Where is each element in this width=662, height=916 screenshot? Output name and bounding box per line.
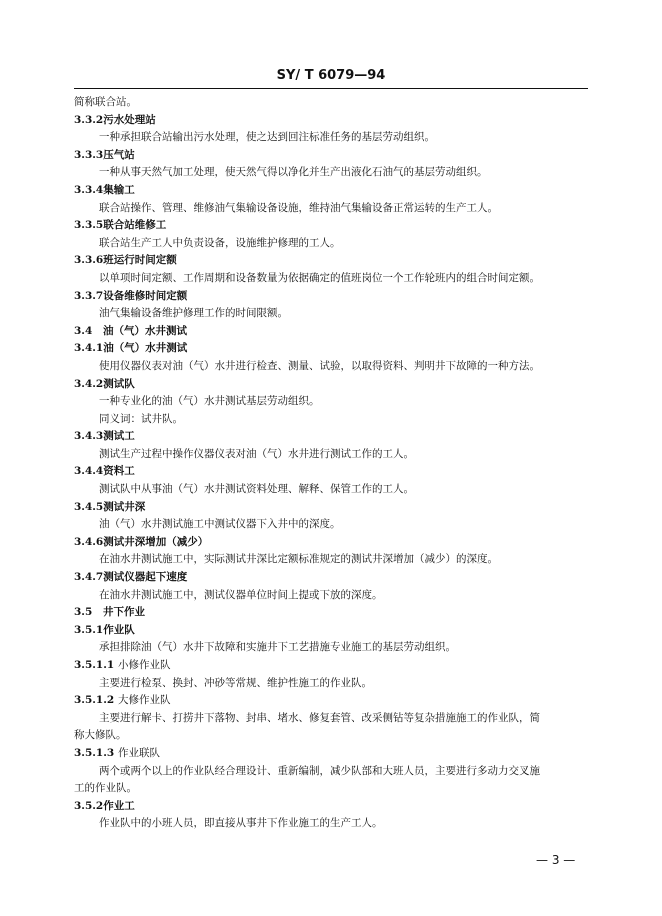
paragraph-line: 联合站生产工人中负责设备，设施维护修理的工人。	[99, 236, 341, 249]
section-number: 3.3.3	[74, 148, 104, 161]
section-title: 班运行时间定额	[103, 254, 177, 267]
section-heading	[74, 745, 588, 763]
paragraph-line: 承担排除油（气）水井下故障和实施井下工艺措施专业施工的基层劳动组织。	[99, 641, 456, 654]
section-heading	[74, 376, 588, 394]
section-heading	[74, 217, 588, 235]
section-number: 3.4.6	[74, 535, 104, 548]
paragraph-line: 主要进行检泵、换封、冲砂等常规、维护性施工的作业队。	[99, 676, 372, 689]
paragraph-line: 称大修队。	[74, 729, 127, 742]
page-number: — 3 —	[536, 853, 576, 867]
paragraph-line: 两个或两个以上的作业队经合理设计、重新编制，减少队部和大班人员，主要进行多动力交叉施	[99, 764, 540, 777]
section-heading	[74, 252, 588, 270]
section-number: 3.4.3	[74, 430, 104, 443]
section-number: 3.4.1	[74, 342, 104, 355]
section-number: 3.4.4	[74, 465, 104, 478]
paragraph-line: 以单项时间定额、工作周期和设备数量为依据确定的值班岗位一个工作轮班内的组合时间定额。	[99, 271, 540, 284]
section-number: 3.5.2	[74, 799, 104, 812]
paragraph-line: 主要进行解卡、打捞井下落物、封串、堵水、修复套管、改采侧钻等复杂措施施工的作业队，简	[99, 711, 540, 724]
paragraph-line: 一种从事天然气加工处理，使天然气得以净化并生产出液化石油气的基层劳动组织。	[99, 166, 488, 179]
section-number: 3.4.2	[74, 377, 104, 390]
paragraph-line: 测试队中从事油（气）水井测试资料处理、解释、保管工作的工人。	[99, 483, 414, 496]
paragraph-line: 一种承担联合站输出污水处理，使之达到回注标准任务的基层劳动组织。	[99, 131, 435, 144]
section-title: 油（气）水井测试	[103, 324, 187, 337]
section-title: 测试井深	[103, 500, 146, 513]
section-title: 集输工	[103, 183, 135, 196]
section-number: 3.5.1.1	[74, 659, 115, 671]
paragraph-line: 同义词：试井队。	[99, 412, 183, 425]
section-title: 油（气）水井测试	[103, 342, 188, 355]
section-number: 3.3.4	[74, 183, 104, 196]
paragraph-line: 联合站操作、管理、维修油气集输设备设施，维持油气集输设备正常运转的生产工人。	[99, 201, 498, 214]
section-title: 测试工	[103, 430, 135, 443]
section-heading	[74, 323, 588, 341]
document-body	[74, 94, 588, 833]
section-title: 小修作业队	[118, 659, 171, 671]
section-title: 压气站	[103, 148, 135, 161]
section-title: 联合站维修工	[103, 219, 167, 232]
section-number: 3.5.1.3	[74, 746, 115, 759]
section-number: 3.4.7	[74, 571, 104, 584]
section-number: 3.3.2	[74, 113, 104, 126]
section-title: 大修作业队	[118, 694, 171, 707]
section-number: 3.5.1	[74, 623, 104, 636]
paragraph-line: 测试生产过程中操作仪器仪表对油（气）水井进行测试工作的工人。	[99, 447, 414, 460]
section-title: 测试井深增加（减少）	[103, 535, 209, 548]
section-heading	[74, 692, 588, 710]
section-heading	[74, 604, 588, 622]
section-heading	[74, 340, 588, 358]
section-number: 3.4.5	[74, 500, 104, 513]
section-heading	[74, 147, 588, 165]
page-header: SY/ T 6079—94	[276, 68, 386, 83]
section-title: 井下作业	[103, 606, 145, 619]
section-title: 作业工	[103, 799, 135, 812]
paragraph-line: 简称联合站。	[74, 96, 137, 108]
section-number: 3.5.1.2	[74, 694, 115, 707]
paragraph-line: 一种专业化的油（气）水井测试基层劳动组织。	[99, 395, 320, 408]
section-title: 作业联队	[118, 746, 160, 759]
section-heading	[74, 534, 588, 552]
section-title: 测试仪器起下速度	[103, 571, 188, 584]
section-heading	[74, 463, 588, 481]
section-number: 3.5	[74, 606, 93, 619]
section-heading	[74, 182, 588, 200]
section-heading	[74, 657, 588, 675]
section-heading	[74, 428, 588, 446]
paragraph-line: 工的作业队。	[74, 782, 137, 795]
section-number: 3.4	[74, 324, 93, 337]
section-heading	[74, 569, 588, 587]
paragraph-line: 油气集输设备维护修理工作的时间限额。	[99, 307, 288, 320]
section-number: 3.3.5	[74, 219, 104, 232]
paragraph-line: 使用仪器仪表对油（气）水井进行检查、测量、试验，以取得资料、判明井下故障的一种方法。	[99, 359, 540, 372]
paragraph-line: 作业队中的小班人员，即直接从事井下作业施工的生产工人。	[99, 817, 383, 830]
paragraph-line: 油（气）水井测试施工中测试仪器下入井中的深度。	[99, 518, 341, 531]
section-title: 设备维修时间定额	[103, 289, 188, 302]
section-title: 测试队	[103, 377, 135, 390]
section-heading	[74, 112, 588, 130]
section-heading	[74, 499, 588, 517]
section-number: 3.3.7	[74, 289, 104, 302]
section-number: 3.3.6	[74, 254, 104, 267]
section-heading	[74, 622, 588, 640]
section-heading	[74, 798, 588, 816]
section-title: 污水处理站	[103, 113, 156, 126]
header-rule	[74, 88, 588, 89]
paragraph-line: 在油水井测试施工中，实际测试井深比定额标准规定的测试井深增加（减少）的深度。	[99, 553, 498, 566]
section-title: 作业队	[103, 623, 135, 636]
paragraph-line: 在油水井测试施工中，测试仪器单位时间上提或下放的深度。	[99, 588, 383, 601]
section-heading	[74, 288, 588, 306]
section-title: 资料工	[103, 465, 135, 478]
